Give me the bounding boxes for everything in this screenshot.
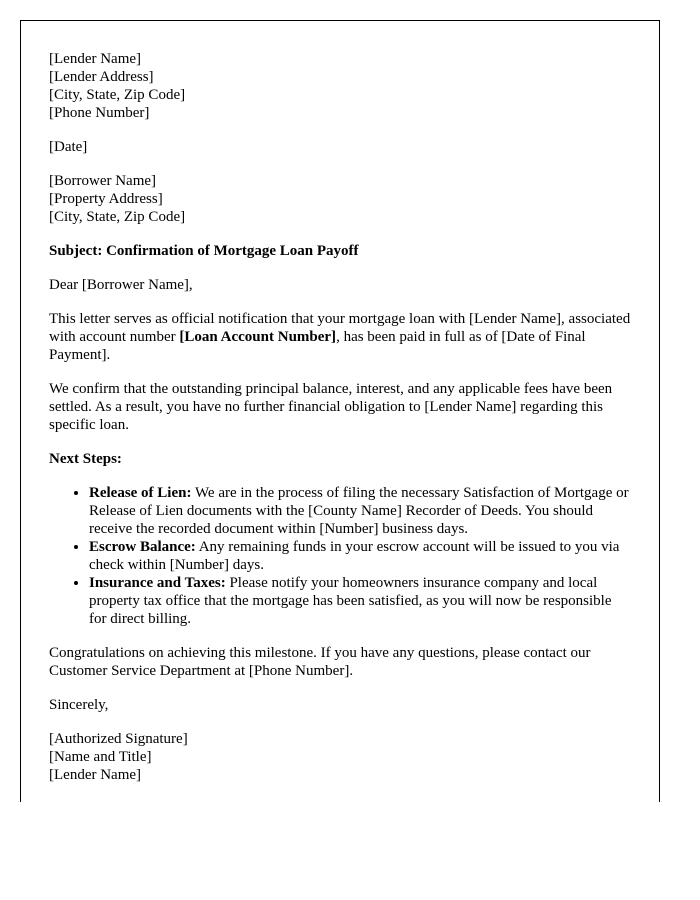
- payoff-notice-text-1: This letter serves as official notification that your mortgage loan with [Lender Name], associated with account number: [49, 311, 631, 345]
- letter-date: [Date]: [49, 139, 88, 155]
- lender-city-state-zip: [City, State, Zip Code]: [49, 87, 186, 103]
- signature-block: [49, 730, 631, 784]
- signer-lender-name: [Lender Name]: [49, 767, 142, 783]
- next-steps-heading: Next Steps:: [49, 451, 122, 467]
- list-item-text: Please notify your homeowners insurance company and local property tax office that the mortgage has been satisfied, as you will now be responsible for direct billing.: [89, 575, 612, 627]
- paragraph-payoff-notice: [49, 310, 631, 364]
- list-item-release-of-lien: [89, 484, 631, 538]
- paragraph-settlement: We confirm that the outstanding principal balance, interest, and any applicable fees have been settled. As a result, you have no further financial obligation to [Lender Name] regarding this specific loan.: [49, 381, 613, 433]
- list-item-label: Release of Lien:: [89, 485, 192, 501]
- list-item-label: Escrow Balance:: [89, 539, 196, 555]
- borrower-address-block: [49, 172, 631, 226]
- list-item-text: We are in the process of filing the necessary Satisfaction of Mortgage or Release of Lien documents with the [County Name] Recorder of Deeds. You should receive the recorded document within [Number] business days.: [89, 485, 629, 537]
- list-item-insurance-taxes: [89, 574, 631, 628]
- lender-address: [Lender Address]: [49, 69, 154, 85]
- lender-phone: [Phone Number]: [49, 105, 150, 121]
- list-item-label: Insurance and Taxes:: [89, 575, 226, 591]
- date-block: [49, 138, 631, 156]
- authorized-signature: [Authorized Signature]: [49, 731, 188, 747]
- letter-page: [20, 20, 660, 802]
- paragraph-congratulations: Congratulations on achieving this milestone. If you have any questions, please contact our Customer Service Department at [Phone Number].: [49, 645, 591, 679]
- lender-name: [Lender Name]: [49, 51, 142, 67]
- signoff: Sincerely,: [49, 697, 109, 713]
- next-steps-list: [49, 484, 631, 628]
- lender-address-block: [49, 50, 631, 122]
- salutation: Dear [Borrower Name],: [49, 277, 193, 293]
- list-item-escrow-balance: [89, 538, 631, 574]
- subject-line: Subject: Confirmation of Mortgage Loan Payoff: [49, 243, 359, 259]
- borrower-city-state-zip: [City, State, Zip Code]: [49, 209, 186, 225]
- property-address: [Property Address]: [49, 191, 163, 207]
- payoff-notice-text-2: , has been paid in full as of [Date of Final Payment].: [49, 329, 586, 363]
- borrower-name: [Borrower Name]: [49, 173, 157, 189]
- loan-account-number: [Loan Account Number]: [179, 329, 337, 345]
- list-item-text: Any remaining funds in your escrow account will be issued to you via check within [Number] days.: [89, 539, 620, 573]
- signer-name-title: [Name and Title]: [49, 749, 152, 765]
